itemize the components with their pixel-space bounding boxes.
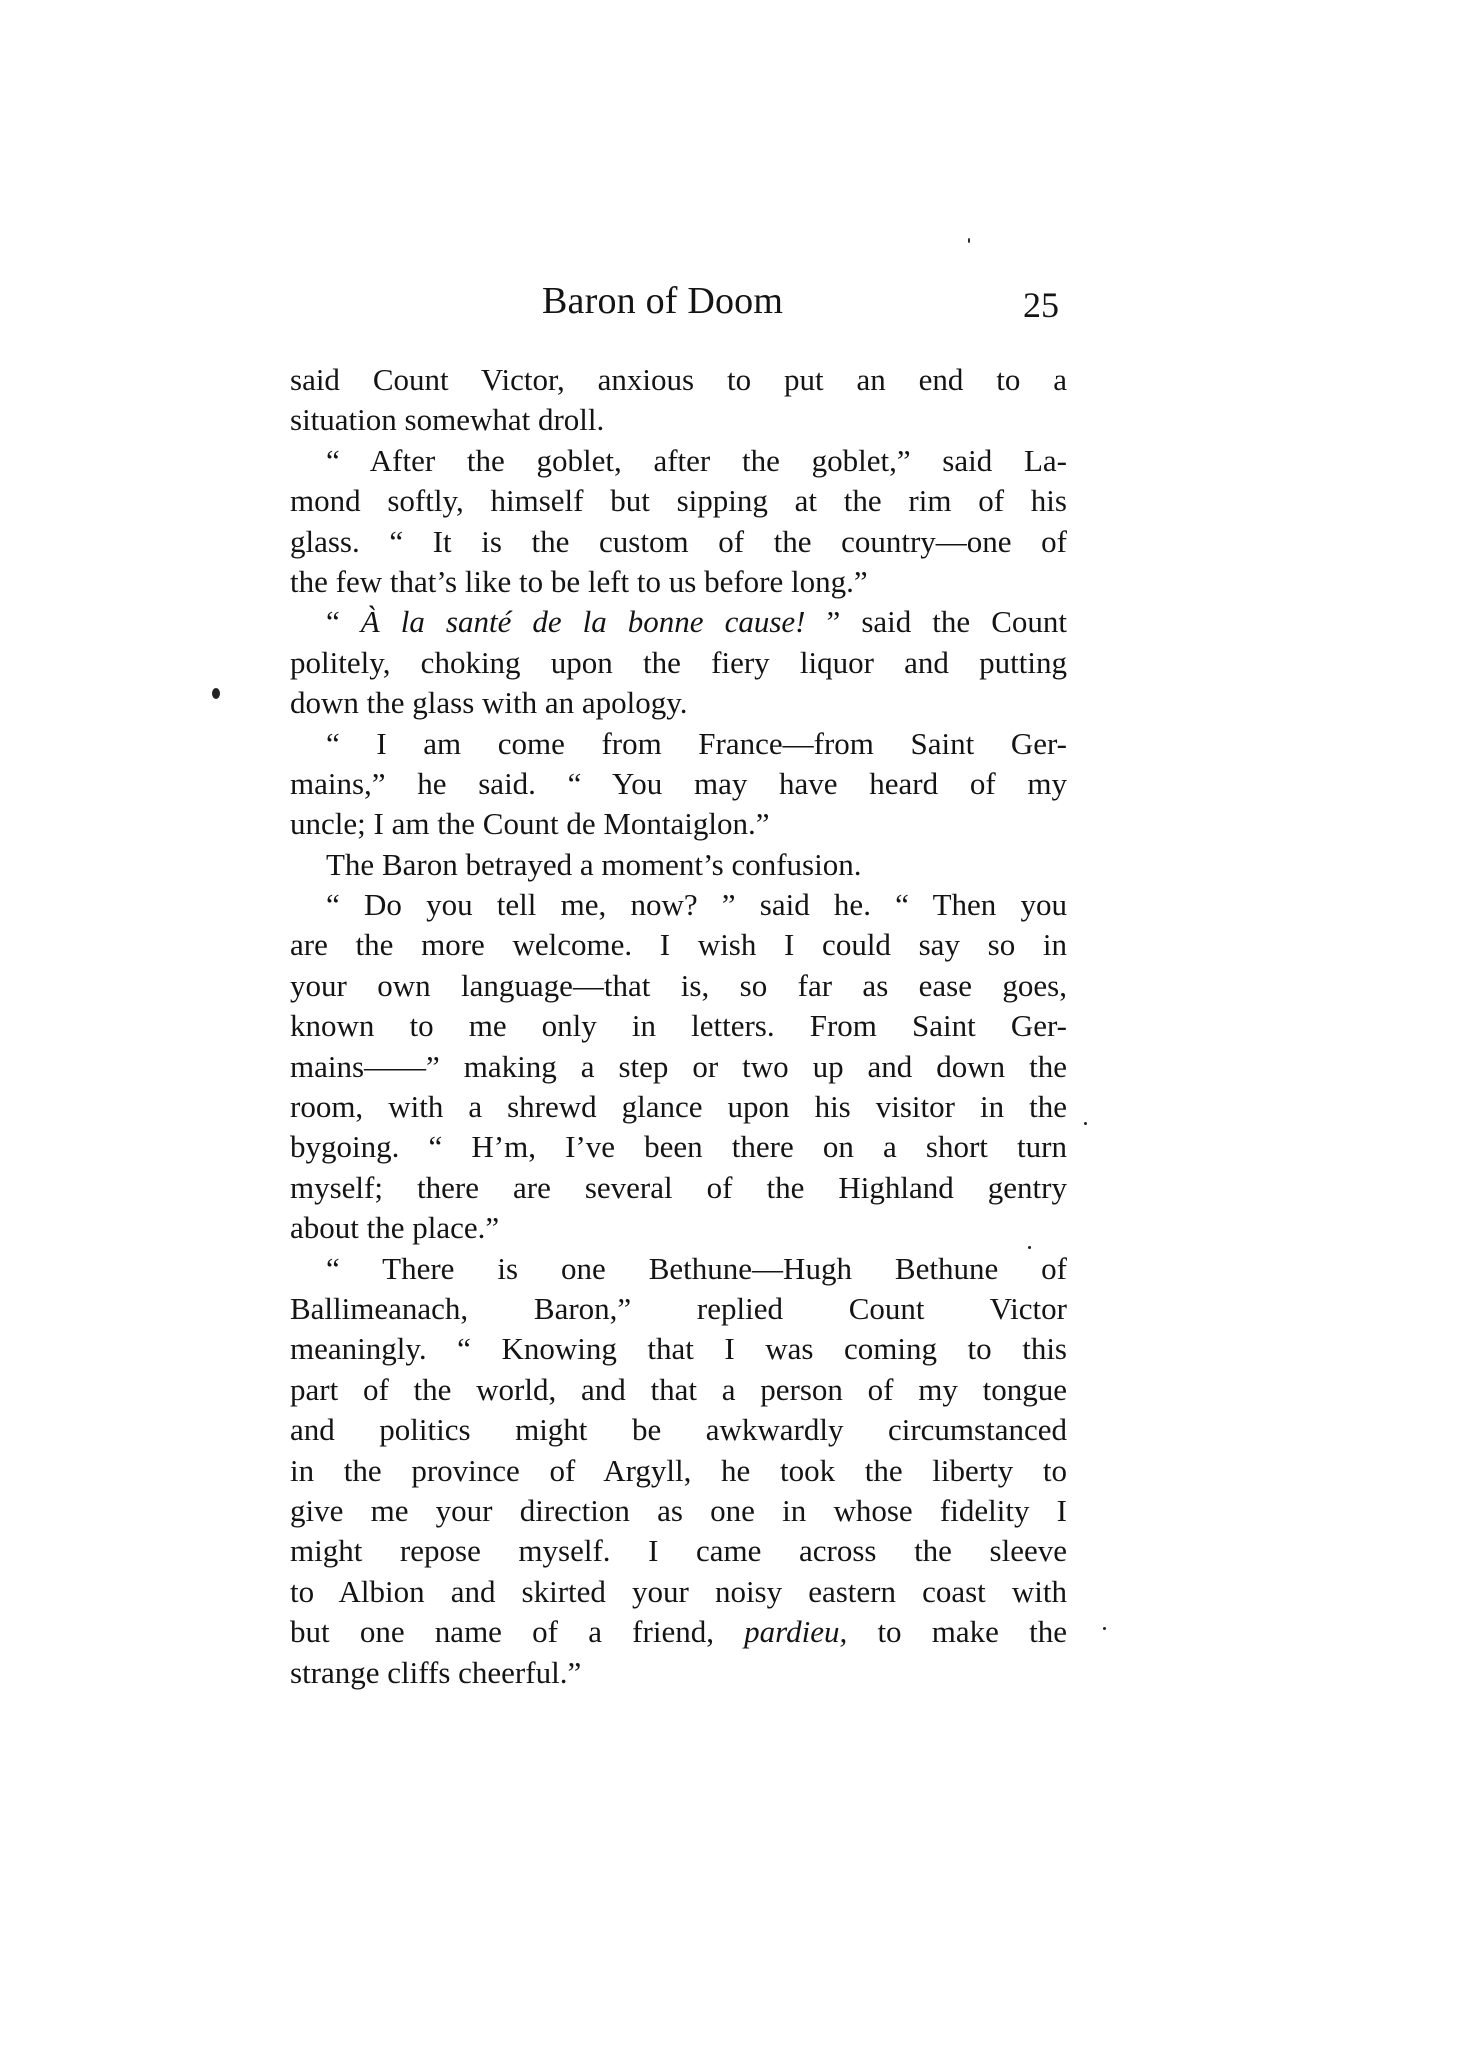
text-line: give me your direction as one in whose fidelity I xyxy=(290,1492,1067,1528)
text-line: mond softly, himself but sipping at the rim of his xyxy=(290,483,1067,519)
text-line: glass. “ It is the custom of the country—one of xyxy=(290,523,1067,559)
text-line: room, with a shrewd glance upon his visitor in the xyxy=(290,1089,1067,1125)
text-line: might repose myself. I came across the sleeve xyxy=(290,1533,1067,1569)
italic-phrase: À la santé de la bonne cause! xyxy=(360,604,806,640)
text-line: mains——” making a step or two up and down the xyxy=(290,1048,1067,1084)
text-line: said Count Victor, anxious to put an end to a xyxy=(290,362,1067,397)
scan-speck xyxy=(1084,1122,1087,1125)
scan-speck xyxy=(1028,1246,1031,1249)
running-head xyxy=(290,276,1067,326)
text-line: in the province of Argyll, he took the liberty to xyxy=(290,1452,1067,1488)
text-line: part of the world, and that a person of my tongue xyxy=(290,1371,1067,1407)
text-line: Ballimeanach, Baron,” replied Count Victor xyxy=(290,1290,1067,1326)
text-line: down the glass with an apology. xyxy=(290,685,688,721)
text-line: strange cliffs cheerful.” xyxy=(290,1654,582,1690)
text-line: your own language—that is, so far as ease goes, xyxy=(290,967,1067,1003)
text-line: politely, choking upon the fiery liquor and putting xyxy=(290,644,1067,680)
text-segment: to make the xyxy=(847,1614,1067,1650)
scan-speck xyxy=(1103,1627,1106,1630)
text-line: about the place.” xyxy=(290,1210,500,1246)
text-segment: ” said the Count xyxy=(805,604,1067,640)
scan-speck xyxy=(212,688,220,699)
text-line: and politics might be awkwardly circumstanced xyxy=(290,1412,1067,1448)
text-line xyxy=(290,1612,1067,1652)
text-line: are the more welcome. I wish I could say so in xyxy=(290,927,1067,963)
italic-phrase: pardieu, xyxy=(744,1614,848,1650)
text-line: mains,” he said. “ You may have heard of my xyxy=(290,765,1067,801)
page-number: 25 xyxy=(1023,285,1059,325)
text-line: “ There is one Bethune—Hugh Bethune of xyxy=(326,1250,1067,1286)
text-line: known to me only in letters. From Saint Ger- xyxy=(290,1008,1067,1044)
text-line: to Albion and skirted your noisy eastern coast with xyxy=(290,1573,1067,1609)
text-line: the few that’s like to be left to us before long.” xyxy=(290,563,868,599)
text-line: bygoing. “ H’m, I’ve been there on a short turn xyxy=(290,1129,1067,1165)
text-line: “ Do you tell me, now? ” said he. “ Then you xyxy=(326,887,1067,923)
text-line: meaningly. “ Knowing that I was coming to this xyxy=(290,1331,1067,1367)
text-line: myself; there are several of the Highland gentry xyxy=(290,1169,1067,1205)
text-line: The Baron betrayed a moment’s confusion. xyxy=(326,846,862,882)
running-title: Baron of Doom xyxy=(542,280,784,322)
body-text xyxy=(290,360,1067,1693)
text-segment: but one name of a friend, xyxy=(290,1614,745,1650)
text-line: situation somewhat droll. xyxy=(290,402,605,438)
text-line: “ I am come from France—from Saint Ger- xyxy=(326,725,1067,761)
text-line xyxy=(290,602,1067,642)
text-segment: “ xyxy=(326,604,361,640)
text-line: “ After the goblet, after the goblet,” said La- xyxy=(326,442,1067,478)
scan-speck xyxy=(968,238,970,243)
text-line: uncle; I am the Count de Montaiglon.” xyxy=(290,806,770,842)
